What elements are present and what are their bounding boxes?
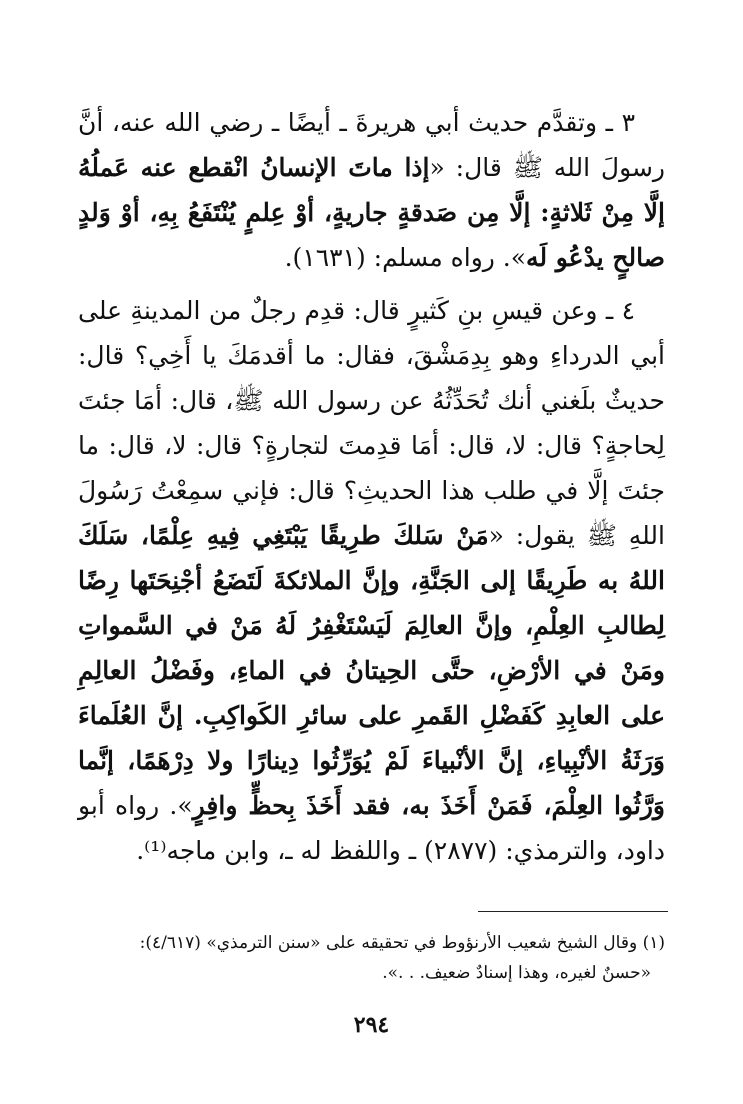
footnote-line-1: (١) وقال الشيخ شعيب الأرنؤوط في تحقيقه على «سنن الترمذي» (٤/٦١٧): xyxy=(139,933,665,953)
page-number: ٢٩٤ xyxy=(353,1012,390,1038)
footnote-line-2: «حسنٌ لغيره، وهذا إسنادٌ ضعيف. . .». xyxy=(382,963,651,983)
paragraph-4-intro: ٤ ـ وعن قيسِ بنِ كَثيرٍ قال: قدِم رجلٌ من المدينةِ على أبي الدرداءِ وهو بِدِمَشْقَ، فقال: ما أقدمَكَ يا أَخِي؟ قال: حديثٌ بلَغني أنك تُحَدِّثُهُ عن رسول الله ﷺ، قال: أمَا جئتَ لِحاجةٍ؟ قال: لا، قال: أمَا قدِمتَ لتجارةٍ؟ قال: لا، قال: ما جئتَ إلَّا في طلب هذا الحديثِ؟ قال: فإني سمِعْتُ رَسُولَ اللهِ ﷺ يقول: « xyxy=(78,296,665,550)
paragraph-3-source: ». رواه مسلم: (١٦٣١). xyxy=(284,243,527,272)
main-text xyxy=(78,100,665,873)
footnote-divider xyxy=(478,911,668,912)
paragraph-3-hadith-quote: إذا ماتَ الإنسانُ انْقطع عنه عَملُهُ إلَّا مِنْ ثَلاثةٍ: إلَّا مِن صَدقةٍ جاريةٍ، أوْ عِلمٍ يُنْتَفَعُ بِهِ، أوْ وَلدٍ صالحٍ يدْعُو لَه xyxy=(78,153,665,272)
paragraph-4-source: ». رواه أبو داود، والترمذي: (٢٨٧٧) ـ واللفظ له ـ، وابن ماجه⁽¹⁾. xyxy=(78,791,665,865)
paragraph-hadith-3 xyxy=(78,100,665,280)
paragraph-4-hadith-quote: مَنْ سَلكَ طرِيقًا يَبْتَغِي فِيهِ عِلْمًا، سَلَكَ اللهُ به طَرِيقًا إلى الجَنَّةِ، وإنَّ الملائكةَ لَتَضَعُ أجْنِحَتَها رِضًا لِطالبِ العِلْمِ، وإنَّ العالِمَ لَيَسْتَغْفِرُ لَهُ مَنْ في السَّمواتِ ومَنْ في الأرْضِ، حتَّى الحِيتانُ في الماءِ، وفَضْلُ العالِمِ على العابِدِ كَفَضْلِ القَمرِ على سائرِ الكَواكِبِ. إنَّ العُلَماءَ وَرَثَةُ الأنْبِياءِ، إنَّ الأنْبياءَ لَمْ يُوَرِّثُوا دِينارًا ولا دِرْهَمًا، إنَّما وَرَّثُوا العِلْمَ، فَمَنْ أَخَذَ به، فقد أَخَذَ بِحظٍّ وافِرٍ xyxy=(78,521,665,820)
paragraph-hadith-4 xyxy=(78,288,665,873)
footnote xyxy=(60,928,665,988)
paragraph-3-intro: ٣ ـ وتقدَّم حديث أبي هريرةَ ـ أيضًا ـ رضي الله عنه، أنَّ رسولَ الله ﷺ قال: « xyxy=(78,108,665,182)
